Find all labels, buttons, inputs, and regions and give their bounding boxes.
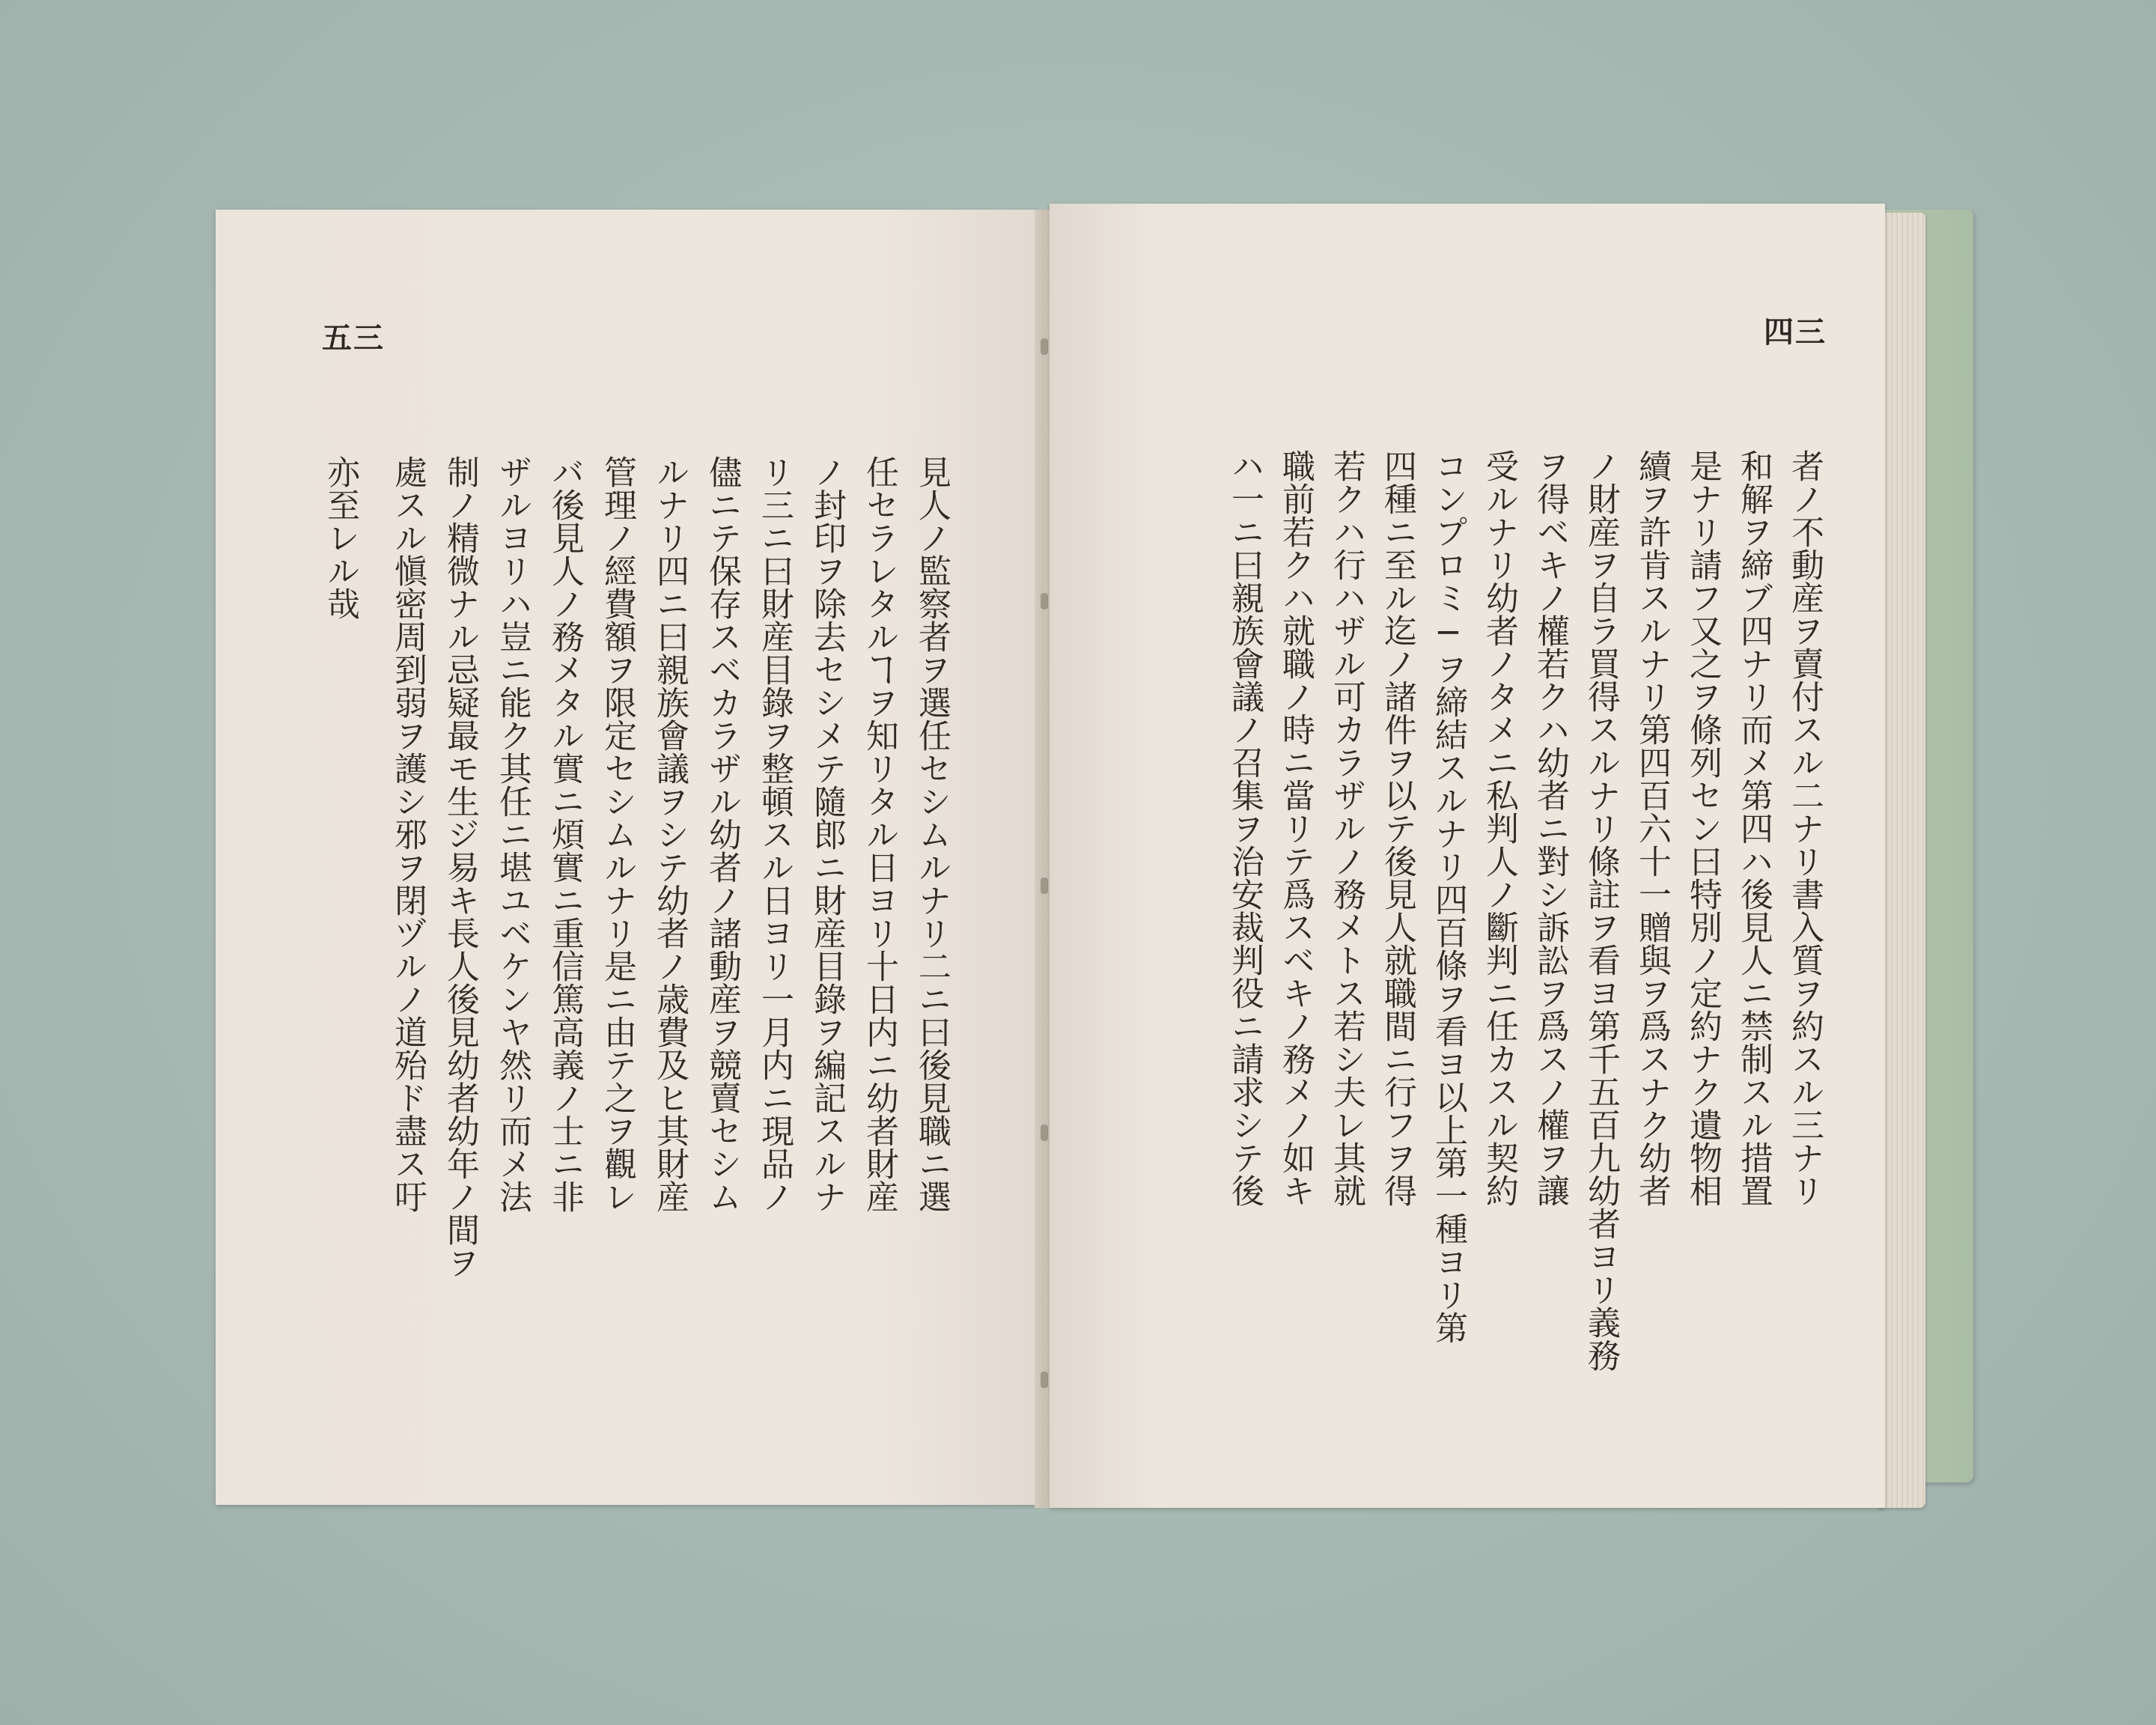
text-column: 見人ノ監察者ヲ選任セシムルナリ二ニ曰後見職ニ選 bbox=[913, 455, 951, 1213]
text-column: バ後見人ノ務メタル實ニ煩實ニ重信篤高義ノ士ニ非 bbox=[546, 455, 584, 1213]
text-column: ハ一ニ曰親族會議ノ召集ヲ治安裁判役ニ請求シテ後 bbox=[1225, 449, 1264, 1207]
binding-stitch bbox=[1041, 593, 1048, 609]
left-page bbox=[216, 210, 1038, 1505]
open-book bbox=[216, 204, 1970, 1524]
text-column: 儘ニテ保存スベカラザル幼者ノ諸動産ヲ競賣セシム bbox=[703, 455, 741, 1213]
text-column: 續ヲ許肯スルナリ第四百六十一贈與ヲ爲スナク幼者 bbox=[1633, 449, 1671, 1207]
text-column: 四種ニ至ル迄ノ諸件ヲ以テ後見人就職間ニ行フヲ得 bbox=[1378, 449, 1416, 1207]
binding-stitch bbox=[1041, 338, 1048, 355]
binding-stitch bbox=[1041, 1125, 1048, 1141]
text-column: 職前若クハ就職ノ時ニ當リテ爲スベキノ務メノ如キ bbox=[1276, 449, 1315, 1207]
text-column: 若クハ行ハザル可カラザルノ務メトス若シ夫レ其就 bbox=[1327, 449, 1365, 1207]
page-number-right: 四三 bbox=[1764, 314, 1827, 350]
text-column: コンプロミ─ヲ締結スルナリ四百條ヲ看ヨ以上第一種ヨリ第 bbox=[1429, 449, 1467, 1344]
text-column: ノ財産ヲ自ラ買得スルナリ條註ヲ看ヨ第千五百九幼者ヨリ義務 bbox=[1582, 449, 1620, 1372]
text-column: 和解ヲ締ブ四ナリ而メ第四ハ後見人ニ禁制スル措置 bbox=[1735, 449, 1773, 1207]
text-column: リ三ニ曰財産目錄ヲ整頓スル日ヨリ一月内ニ現品ノ bbox=[755, 455, 794, 1213]
text-column: 任セラレタルヿヲ知リタル日ヨリ十日内ニ幼者財産 bbox=[860, 455, 898, 1213]
text-column: ヲ得ベキノ權若クハ幼者ニ對シ訴訟ヲ爲スノ權ヲ讓 bbox=[1531, 449, 1569, 1207]
binding-stitch bbox=[1041, 1372, 1048, 1388]
text-column: ルナリ四ニ曰親族會議ヲシテ幼者ノ歳費及ヒ其財産 bbox=[651, 455, 689, 1213]
right-page bbox=[1050, 204, 1885, 1508]
text-column: 處スル愼密周到弱ヲ護シ邪ヲ閉ヅルノ道殆ド盡ス吁 bbox=[389, 455, 427, 1213]
text-column: ノ封印ヲ除去セシメテ隨郎ニ財産目錄ヲ編記スルナ bbox=[808, 455, 846, 1213]
text-column: 亦至レル哉 bbox=[321, 455, 359, 620]
text-column: 制ノ精微ナル忌疑最モ生ジ易キ長人後見幼者幼年ノ間ヲ bbox=[441, 455, 479, 1279]
binding-stitch bbox=[1041, 877, 1048, 894]
text-column: 是ナリ請フ又之ヲ條列セン曰特別ノ定約ナク遺物相 bbox=[1684, 449, 1722, 1207]
text-column: 受ルナリ幼者ノタメニ私判人ノ斷判ニ任カスル契約 bbox=[1480, 449, 1518, 1207]
text-column: 者ノ不動産ヲ賣付スル二ナリ書入質ヲ約スル三ナリ bbox=[1785, 449, 1824, 1207]
text-column: 管理ノ經費額ヲ限定セシムルナリ是ニ由テ之ヲ觀レ bbox=[598, 455, 636, 1213]
page-number-left: 五三 bbox=[322, 320, 385, 356]
text-column: ザルヨリハ豈ニ能ク其任ニ堪ユベケンヤ然リ而メ法 bbox=[493, 455, 532, 1213]
